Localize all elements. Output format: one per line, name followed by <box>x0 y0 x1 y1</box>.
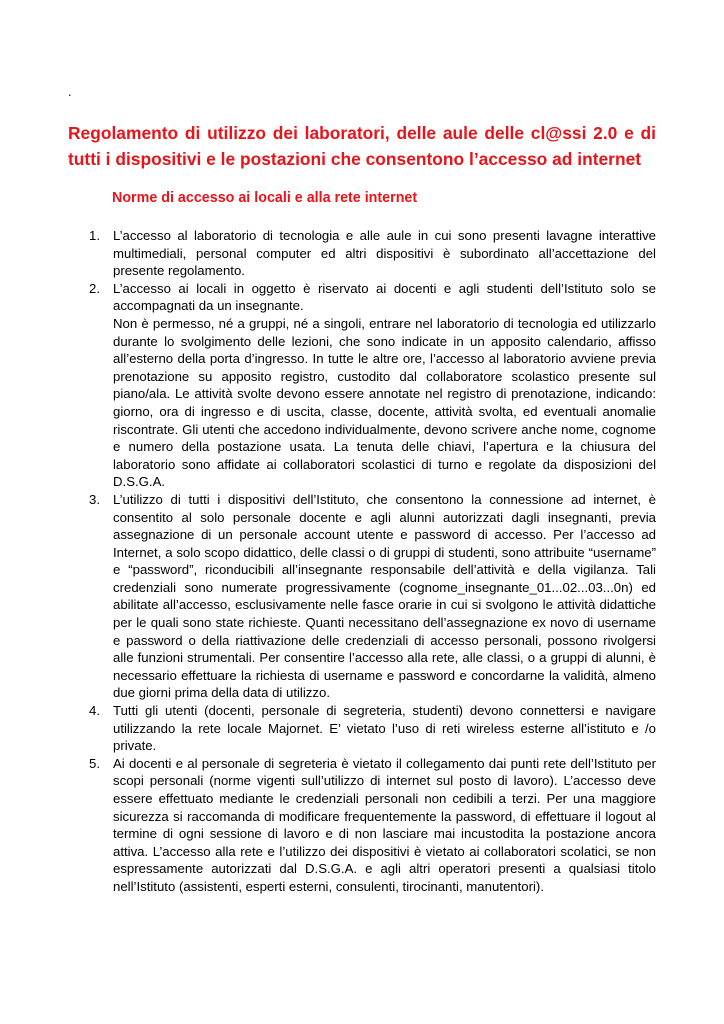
rule-number: 3. <box>89 491 100 507</box>
rule-number: 1. <box>89 228 100 243</box>
document-title: Regolamento di utilizzo dei laboratori, delle aule delle cl@ssi 2.0 e di tutti i dispositivi e le postazioni che consentono l’accesso ad internet <box>68 123 656 169</box>
rule-paragraph: L’accesso ai locali in oggetto è riservato ai docenti e agli studenti dell’Istituto solo se accompagnati da un insegnante. <box>113 280 656 314</box>
rule-item-3 <box>89 491 656 702</box>
rule-paragraph: L’utilizzo di tutti i dispositivi dell’Istituto, che consentono la connessione ad internet, è consentito al solo personale docente e agli alunni autorizzati dagli insegnanti, previa assegnazione di un personale account utente e password di accesso. Per l’accesso ad Internet, a solo scopo didattico, delle classi o di gruppi di studenti, sono attribuite “username” e “password”, riconducibili all’insegnante responsabile dell’attività e della vigilanza. Tali credenziali sono numerate progressivamente (cognome_insegnante_01...02...03...0n) ed abilitate all’accesso, esclusivamente nelle fasce orarie in cui si svolgono le attività didattiche per le quali sono state richieste. Quanti necessitano dell’assegnazione ex novo di username e password o della riattivazione delle credenziali di accesso personali, possono rivolgersi alle funzioni strumentali. Per consentire l’accesso alla rete, alle classi, o a gruppi di alunni, è necessario effettuare la richiesta di username e password e concordarne la validità, almeno due giorni prima della data di utilizzo. <box>113 491 656 701</box>
rule-item-1 <box>89 227 656 280</box>
rule-paragraph: L’accesso al laboratorio di tecnologia e alle aule in cui sono presenti lavagne interattive multimediali, personal computer ed altri dispositivi è subordinato all’accettazione del presente regolamento. <box>113 228 656 279</box>
rule-number: 5. <box>89 755 100 771</box>
rule-number: 4. <box>89 703 100 719</box>
rule-item-5 <box>89 755 656 896</box>
rule-paragraph: Non è permesso, né a gruppi, né a singoli, entrare nel laboratorio di tecnologia ed utilizzarlo durante lo svolgimento delle lezioni, che sono indicate in un apposito calendario, affisso all’esterno della porta d’ingresso. In tutte le altre ore, l’accesso al laboratorio avviene previa prenotazione su apposito registro, custodito dal collaboratore scolastico presente sul piano/ala. Le attività svolte devono essere annotate nel registro di prenotazione, indicando: giorno, ora di ingresso e di uscita, classe, docente, attività svolta, ed eventuali anomalie riscontrate. Gli utenti che accedono individualmente, devono scrivere anche nome, cognome e numero della postazione usata. La tenuta delle chiavi, l’apertura e la chiusura del laboratorio sono affidate ai collaboratori scolastici di turno e regolate da disposizioni del D.S.G.A. <box>113 315 656 490</box>
rule-paragraph: Tutti gli utenti (docenti, personale di segreteria, studenti) devono connettersi e navigare utilizzando la rete locale Majornet. E’ vietato l’uso di reti wireless esterne all’istituto e /o private. <box>113 703 656 754</box>
rule-paragraph: Ai docenti e al personale di segreteria è vietato il collegamento dai punti rete dell’Istituto per scopi personali (norme vigenti sull’utilizzo di internet sul posto di lavoro). L’accesso deve essere effettuato mediante le credenziali personali non cedibili a terzi. Per una maggiore sicurezza si raccomanda di modificare frequentemente la password, di effettuare il logout al termine di ogni sessione di lavoro e di non lasciare mai incustodita la postazione ancora attiva. L’accesso alla rete e l’utilizzo dei dispositivi è vietato ai collaboratori scolatici, se non espressamente autorizzati dal D.S.G.A. e agli altri operatori presenti a qualsiasi titolo nell’Istituto (assistenti, esperti esterni, consulenti, tirocinanti, manutentori). <box>113 755 656 894</box>
rule-item-4 <box>89 702 656 755</box>
header-mark: . <box>68 84 72 99</box>
rules-list <box>0 227 656 896</box>
rule-number: 2. <box>89 280 100 296</box>
rule-item-2 <box>89 280 656 491</box>
section-heading: Norme di accesso ai locali e alla rete internet <box>112 190 418 206</box>
